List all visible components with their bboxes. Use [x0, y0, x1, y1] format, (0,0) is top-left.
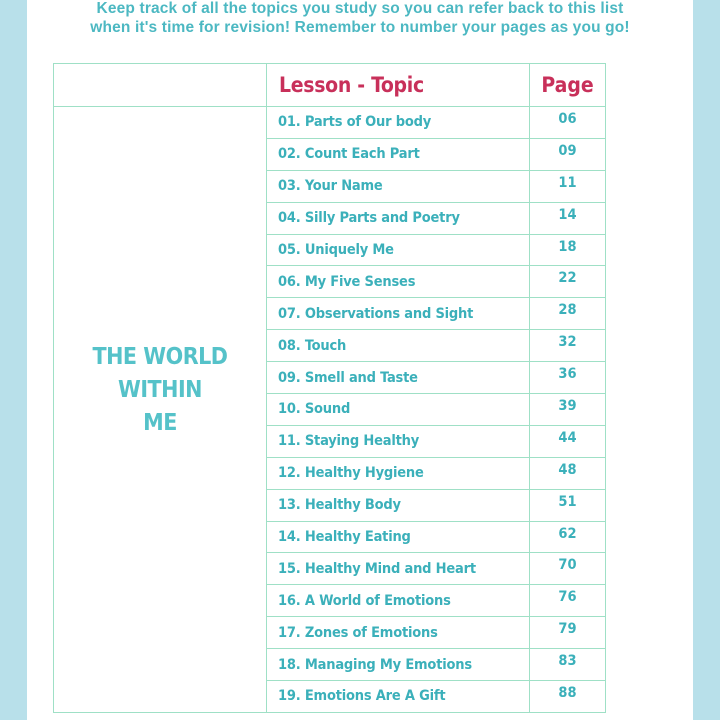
section-title-line2: WITHIN [118, 377, 202, 403]
header-lesson-topic: Lesson - Topic [267, 64, 530, 107]
page-number-cell: 48 [530, 457, 606, 489]
page-number-cell: 28 [530, 298, 606, 330]
intro-line-1: Keep track of all the topics you study so you can refer back to this list [96, 0, 624, 17]
topic-cell: 19. Emotions Are A Gift [267, 681, 530, 713]
section-cell [54, 107, 267, 713]
intro-text [27, 0, 693, 37]
topic-cell: 16. A World of Emotions [267, 585, 530, 617]
topic-cell: 12. Healthy Hygiene [267, 457, 530, 489]
page-number-cell: 51 [530, 489, 606, 521]
intro-line-2: when it's time for revision! Remember to number your pages as you go! [90, 19, 630, 36]
topic-cell: 15. Healthy Mind and Heart [267, 553, 530, 585]
topic-cell: 17. Zones of Emotions [267, 617, 530, 649]
page-number-cell: 88 [530, 681, 606, 713]
page-number-cell: 18 [530, 234, 606, 266]
page-number-cell: 22 [530, 266, 606, 298]
topic-cell: 10. Sound [267, 394, 530, 426]
topic-cell: 08. Touch [267, 330, 530, 362]
page-number-cell: 76 [530, 585, 606, 617]
page-number-cell: 62 [530, 521, 606, 553]
topic-cell: 01. Parts of Our body [267, 107, 530, 139]
section-title [54, 341, 266, 440]
topic-cell: 14. Healthy Eating [267, 521, 530, 553]
topic-cell: 18. Managing My Emotions [267, 649, 530, 681]
page-number-cell: 06 [530, 107, 606, 139]
page-number-cell: 09 [530, 138, 606, 170]
revision-page [27, 0, 693, 720]
page-number-cell: 79 [530, 617, 606, 649]
section-title-line1: THE WORLD [92, 344, 228, 370]
topic-cell: 03. Your Name [267, 170, 530, 202]
table-row [54, 107, 606, 139]
topic-cell: 05. Uniquely Me [267, 234, 530, 266]
header-empty-cell [54, 64, 267, 107]
header-page: Page [530, 64, 606, 107]
page-number-cell: 36 [530, 362, 606, 394]
page-number-cell: 39 [530, 394, 606, 426]
page-number-cell: 11 [530, 170, 606, 202]
topics-table [53, 63, 606, 713]
page-number-cell: 14 [530, 202, 606, 234]
topic-cell: 04. Silly Parts and Poetry [267, 202, 530, 234]
topic-cell: 07. Observations and Sight [267, 298, 530, 330]
topic-cell: 09. Smell and Taste [267, 362, 530, 394]
topic-cell: 06. My Five Senses [267, 266, 530, 298]
page-number-cell: 83 [530, 649, 606, 681]
section-title-line3: ME [143, 410, 177, 436]
table-header-row [54, 64, 606, 107]
topic-cell: 11. Staying Healthy [267, 425, 530, 457]
page-number-cell: 32 [530, 330, 606, 362]
topic-cell: 02. Count Each Part [267, 138, 530, 170]
page-number-cell: 70 [530, 553, 606, 585]
page-number-cell: 44 [530, 425, 606, 457]
topic-cell: 13. Healthy Body [267, 489, 530, 521]
